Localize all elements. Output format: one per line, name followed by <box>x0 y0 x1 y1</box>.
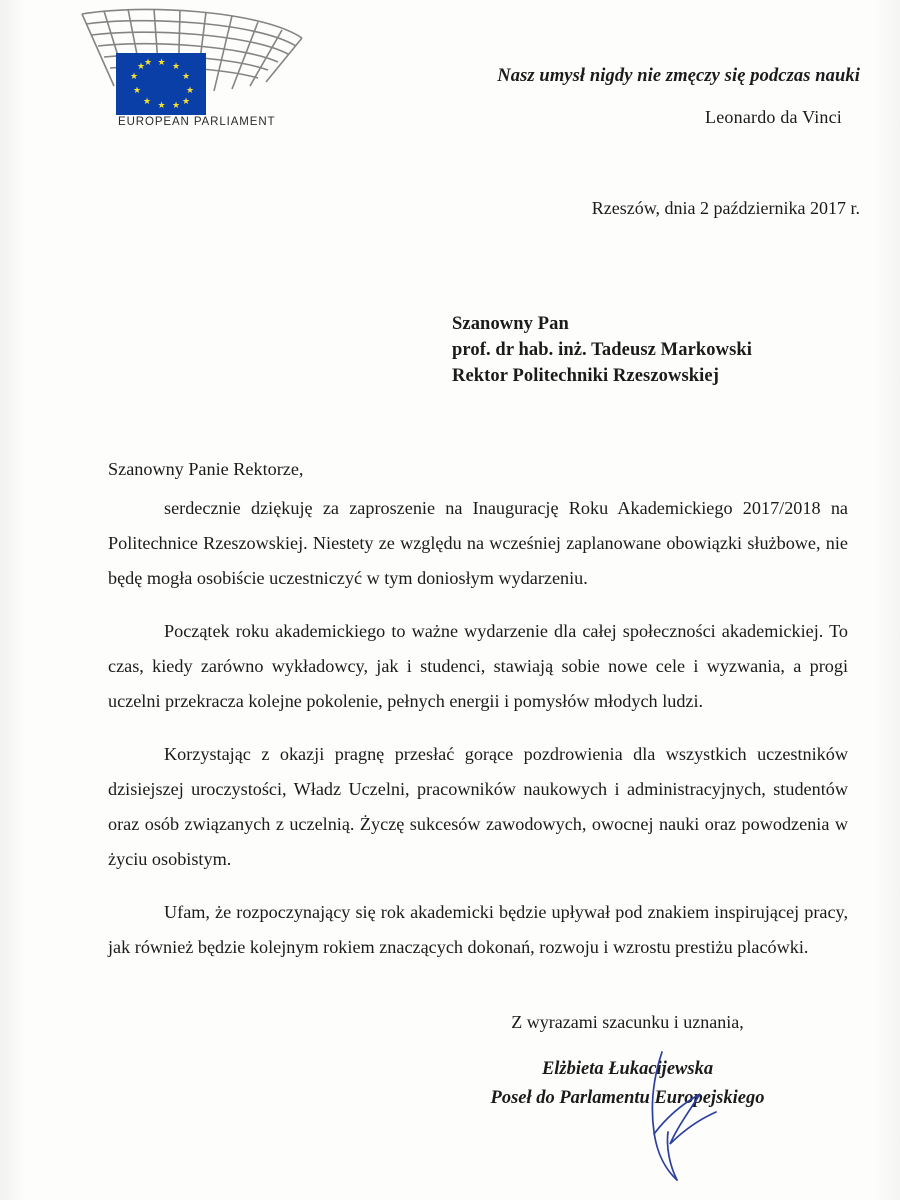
quote-text: Nasz umysł nigdy nie zmęczy się podczas nauki <box>497 66 860 86</box>
eu-flag: ★ ★ ★ ★ ★ ★ ★ ★ ★ ★ ★ ★ <box>116 53 206 115</box>
page-edge-shade-right <box>874 0 900 1200</box>
letterhead <box>70 8 370 128</box>
addressee-line-2: prof. dr hab. inż. Tadeusz Markowski <box>452 340 753 360</box>
body-paragraph-4: Ufam, że rozpoczynający się rok akademicki będzie upływał pod znakiem inspirującej pracy, jak również będzie kolejnym rokiem znaczących dokonań, rozwoju i wzrostu prestiżu placówki. <box>108 902 848 957</box>
signer-name: Elżbieta Łukacijewska <box>541 1059 714 1079</box>
signer-title: Poseł do Parlamentu Europejskiego <box>490 1088 765 1108</box>
page-edge-shade-left <box>0 0 26 1200</box>
body-paragraph-3: Korzystając z okazji pragnę przesłać gorące pozdrowienia dla wszystkich uczestników dzisiejszej uroczystości, Władz Uczelni, pracowników naukowych i administracyjnych, studentów oraz osób związanych z uczelnią. Życzę sukcesów zawodowych, owocnej nauki oraz powodzenia w życiu osobistym. <box>108 744 848 869</box>
quote-author: Leonardo da Vinci <box>705 107 842 127</box>
letter-body <box>108 452 848 965</box>
addressee-line-1: Szanowny Pan <box>452 314 569 334</box>
place-and-date: Rzeszów, dnia 2 października 2017 r. <box>591 198 860 218</box>
body-paragraph-2: Początek roku akademickiego to ważne wydarzenie dla całej społeczności akademickiej. To czas, kiedy zarówno wykładowcy, jak i studenci, stawiają sobie nowe cele i wyzwania, a progi uczelni przekracza kolejne pokolenie, pełnych energii i pomysłów młodych ludzi. <box>108 621 848 711</box>
addressee-block <box>452 311 752 389</box>
closing-phrase: Z wyrazami szacunku i uznania, <box>511 1012 744 1032</box>
epigraph-quote <box>430 66 860 128</box>
signature-block <box>400 1055 855 1113</box>
salutation: Szanowny Panie Rektorze, <box>108 459 304 479</box>
european-parliament-label: EUROPEAN PARLIAMENT <box>118 116 276 128</box>
addressee-line-3: Rektor Politechniki Rzeszowskiej <box>452 366 719 386</box>
body-paragraph-1: serdecznie dziękuję za zaproszenie na Inaugurację Roku Akademickiego 2017/2018 na Politechnice Rzeszowskiej. Niestety ze względu na wcześniej zaplanowane obowiązki służbowe, nie będę mogła osobiście uczestniczyć w tym doniosłym wydarzeniu. <box>108 498 848 588</box>
